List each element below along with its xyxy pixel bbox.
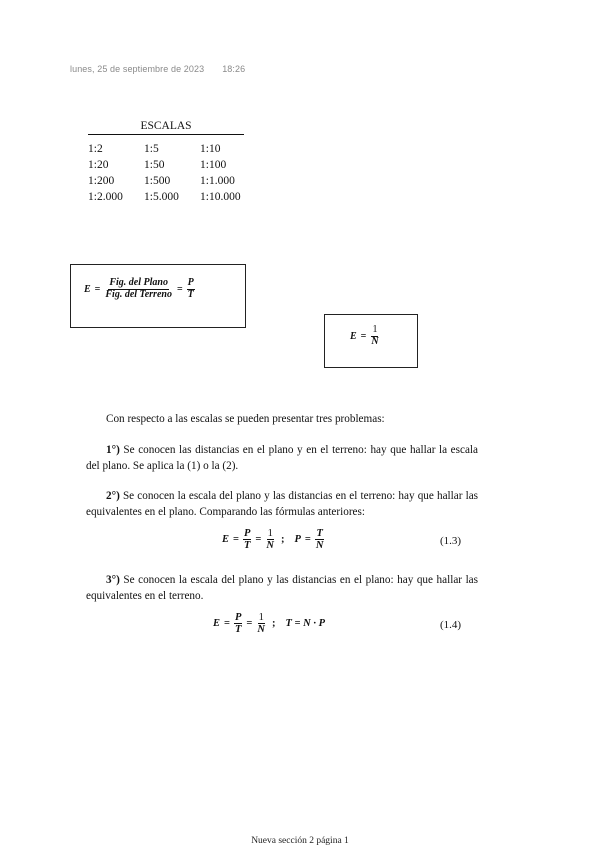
table-cell: 1:50: [144, 158, 165, 171]
fraction-denominator: N: [315, 540, 324, 552]
equals-sign: =: [360, 330, 367, 342]
scales-table: [88, 120, 248, 206]
formula-scale-definition: [84, 278, 195, 300]
problem-label: 1°): [106, 444, 120, 456]
fraction-numerator: Fig. del Plano: [109, 277, 168, 288]
page-header: [70, 64, 245, 74]
equation-1-3: [222, 528, 325, 551]
table-cell: 1:2.000: [88, 190, 123, 203]
fraction-numerator: T: [316, 528, 323, 539]
fraction-denominator: T: [235, 624, 242, 636]
table-cell: 1:100: [200, 158, 227, 171]
header-date: lunes, 25 de septiembre de 2023: [70, 64, 205, 74]
equals-sign: =: [176, 283, 183, 295]
problem-label: 3°): [106, 574, 120, 586]
fraction-denominator: N: [257, 624, 265, 636]
formula-symbol: E: [350, 330, 357, 342]
fraction-numerator: P: [187, 277, 194, 288]
table-cell: 1:200: [88, 174, 115, 187]
formula-symbol: E: [84, 283, 91, 295]
problem-text: Se conocen las distancias en el plano y en el terreno: hay que hallar la escala del plano. Se aplica la (1) o la (2).: [86, 444, 479, 472]
equals-sign: =: [233, 534, 239, 546]
table-row: [88, 142, 241, 158]
scales-title: ESCALAS: [88, 120, 244, 135]
table-cell: 1:500: [144, 174, 171, 187]
equals-sign: =: [304, 534, 311, 546]
fraction-numerator: 1: [372, 324, 378, 335]
fraction-denominator: N: [371, 335, 379, 347]
problem-text: Se conocen la escala del plano y las distancias en el plano: hay que hallar las equivalentes en el terreno.: [86, 574, 478, 602]
equation-number: (1.3): [440, 535, 462, 547]
equals-sign: =: [246, 618, 253, 630]
formula-symbol: P: [294, 534, 301, 546]
fraction-numerator: 1: [267, 528, 273, 539]
fraction: [370, 325, 379, 347]
fraction-numerator: 1: [258, 612, 264, 623]
table-row: [88, 174, 241, 190]
problem-text: Se conocen la escala del plano y las distancias en el terreno: hay que hallar las equivalentes en el plano. Comparando las fórmulas anteriores:: [86, 490, 479, 518]
table-row: [88, 190, 241, 206]
equation-1-4: [213, 612, 325, 635]
problem-3-paragraph: [86, 572, 478, 604]
fraction-numerator: P: [235, 612, 242, 623]
fraction: [234, 612, 242, 635]
fraction: [187, 278, 195, 300]
fraction: [104, 278, 173, 300]
intro-paragraph: [86, 411, 478, 427]
table-cell: 1:5: [144, 142, 159, 155]
table-row: [88, 158, 241, 174]
problem-label: 2°): [106, 490, 120, 502]
problem-1-paragraph: [86, 442, 478, 474]
equation-number: (1.4): [440, 619, 462, 631]
fraction: [243, 528, 251, 551]
fraction-denominator: N: [266, 540, 274, 552]
fraction-denominator: T: [244, 540, 251, 552]
page-footer: Nueva sección 2 página 1: [251, 836, 349, 846]
equals-sign: =: [94, 283, 101, 295]
fraction-denominator: Fig. del Terreno: [105, 288, 172, 300]
fraction: [265, 528, 275, 551]
formula-rhs: T = N · P: [285, 618, 326, 630]
header-time: 18:26: [222, 64, 246, 74]
fraction-numerator: P: [244, 528, 251, 539]
table-cell: 1:2: [88, 142, 103, 155]
equals-sign: =: [255, 534, 262, 546]
intro-text: Con respecto a las escalas se pueden presentar tres problemas:: [106, 413, 385, 425]
table-cell: 1:1.000: [200, 174, 235, 187]
formula-symbol: E: [213, 618, 221, 630]
fraction-denominator: T: [187, 288, 194, 300]
equals-sign: =: [224, 618, 230, 630]
table-cell: 1:10: [200, 142, 221, 155]
separator: ;: [281, 534, 285, 546]
problem-2-paragraph: [86, 488, 478, 520]
fraction: [256, 612, 266, 635]
formula-scale-ratio: [350, 325, 380, 347]
table-cell: 1:20: [88, 158, 109, 171]
separator: ;: [272, 618, 276, 630]
table-cell: 1:10.000: [200, 190, 241, 203]
table-cell: 1:5.000: [144, 190, 179, 203]
formula-symbol: E: [222, 534, 230, 546]
fraction: [315, 528, 325, 551]
